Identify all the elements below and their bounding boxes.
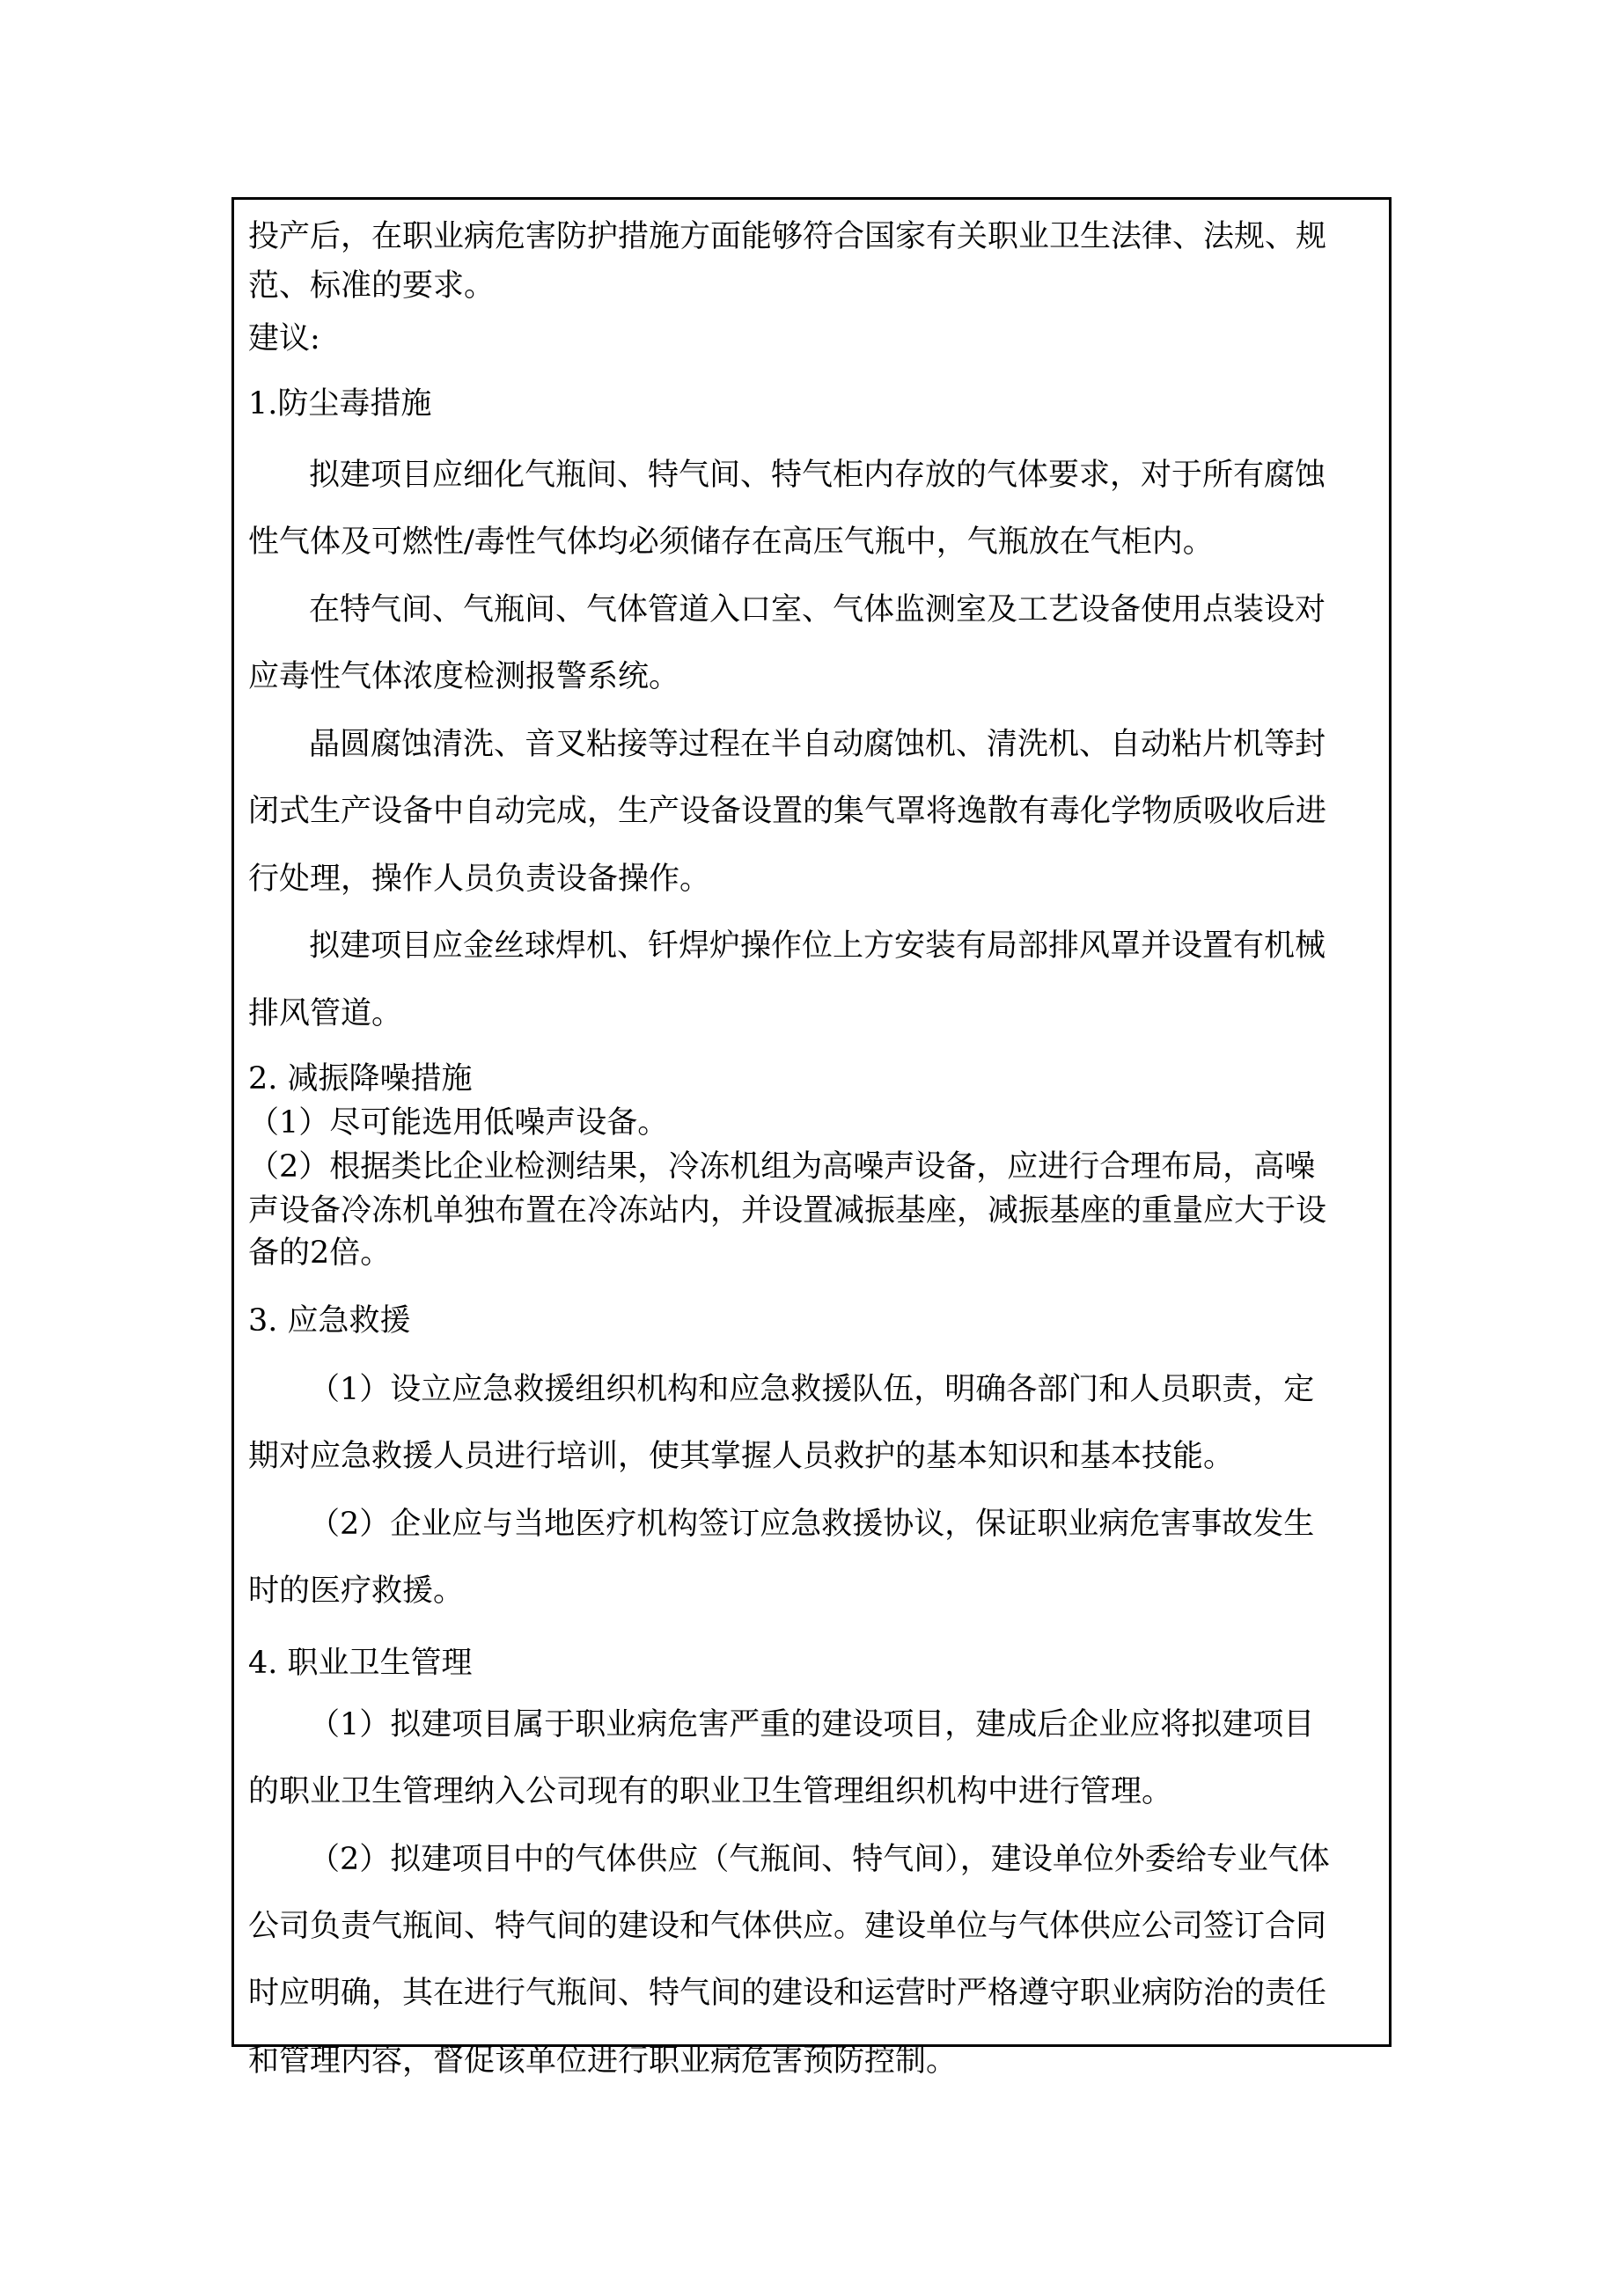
paragraph-line: 时的医疗救援。 <box>248 1573 465 1609</box>
section-heading: 3. 应急救援 <box>248 1303 411 1339</box>
paragraph-line: 闭式生产设备中自动完成，生产设备设置的集气罩将逸散有毒化学物质吸收后进 <box>248 794 1327 829</box>
paragraph-line: 的职业卫生管理纳入公司现有的职业卫生管理组织机构中进行管理。 <box>248 1774 1173 1809</box>
paragraph-line: 晶圆腐蚀清洗、音叉粘接等过程在半自动腐蚀机、清洗机、自动粘片机等封 <box>309 727 1326 762</box>
section-heading: 2. 减振降噪措施 <box>248 1061 473 1097</box>
paragraph-line: 排风管道。 <box>248 996 403 1031</box>
paragraph-line: 时应明确，其在进行气瓶间、特气间的建设和运营时严格遵守职业病防治的责任 <box>248 1976 1327 2011</box>
list-item: （1）拟建项目属于职业病危害严重的建设项目，建成后企业应将拟建项目 <box>309 1707 1315 1742</box>
paragraph-line: 期对应急救援人员进行培训，使其掌握人员救护的基本知识和基本技能。 <box>248 1439 1235 1474</box>
list-item: （2）根据类比企业检测结果，冷冻机组为高噪声设备，应进行合理布局，高噪 <box>248 1149 1316 1185</box>
paragraph-line: 应毒性气体浓度检测报警系统。 <box>248 659 680 694</box>
paragraph-line: 和管理内容，督促该单位进行职业病危害预防控制。 <box>248 2043 958 2079</box>
section-heading: 4. 职业卫生管理 <box>248 1646 473 1681</box>
list-item: （1）尽可能选用低噪声设备。 <box>248 1105 669 1141</box>
paragraph-line: 行处理，操作人员负责设备操作。 <box>248 862 711 897</box>
list-item: （2）拟建项目中的气体供应（气瓶间、特气间），建设单位外委给专业气体 <box>309 1842 1330 1877</box>
section-heading: 1.防尘毒措施 <box>248 386 432 422</box>
content-table-cell <box>231 197 1392 2079</box>
paragraph-line: 拟建项目应金丝球焊机、钎焊炉操作位上方安装有局部排风罩并设置有机械 <box>309 928 1326 964</box>
text-line: 建议: <box>248 321 320 356</box>
list-item: （1）设立应急救援组织机构和应急救援队伍，明确各部门和人员职责，定 <box>309 1372 1315 1407</box>
paragraph-line: 备的2倍。 <box>248 1236 392 1271</box>
paragraph-line: 性气体及可燃性/毒性气体均必须储存在高压气瓶中，气瓶放在气柜内。 <box>248 524 1214 560</box>
paragraph-line: 公司负责气瓶间、特气间的建设和气体供应。建设单位与气体供应公司签订合同 <box>248 1909 1327 1944</box>
text-line: 范、标准的要求。 <box>248 268 496 304</box>
text-line: 投产后，在职业病危害防护措施方面能够符合国家有关职业卫生法律、法规、规 <box>248 219 1327 254</box>
paragraph-line: 声设备冷冻机单独布置在冷冻站内，并设置减振基座，减振基座的重量应大于设 <box>248 1193 1327 1229</box>
paragraph-line: 拟建项目应细化气瓶间、特气间、特气柜内存放的气体要求，对于所有腐蚀 <box>309 458 1326 493</box>
list-item: （2）企业应与当地医疗机构签订应急救援协议，保证职业病危害事故发生 <box>309 1507 1315 1542</box>
paragraph-line: 在特气间、气瓶间、气体管道入口室、气体监测室及工艺设备使用点装设对 <box>309 592 1326 627</box>
